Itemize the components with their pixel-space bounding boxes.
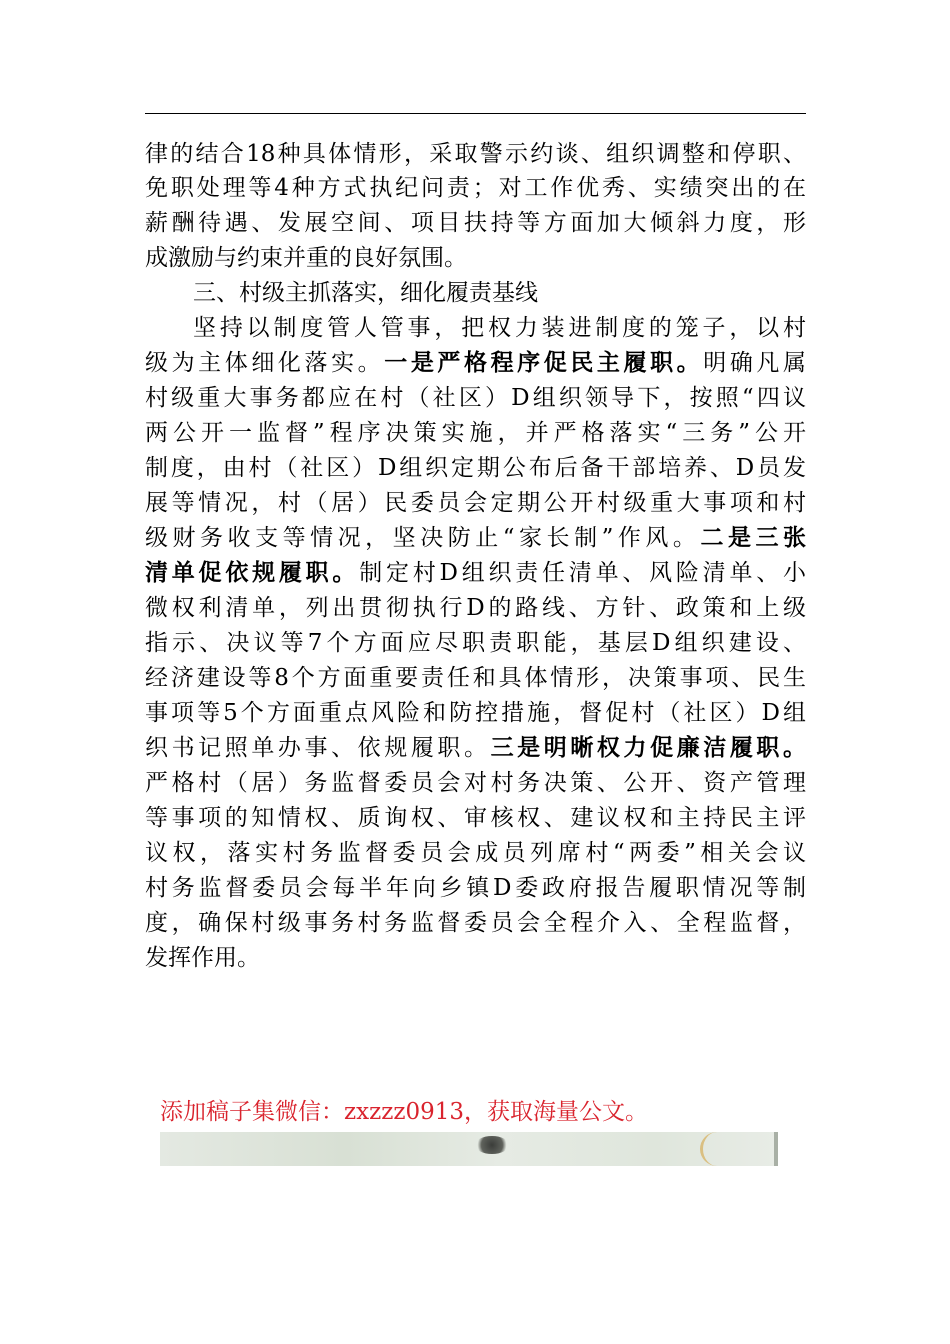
body-text: 明确凡属: [703, 350, 807, 376]
banner-edge: [774, 1132, 778, 1166]
bold-lead: 三是明晰权力促廉洁履职。: [490, 734, 807, 761]
body-line: [145, 555, 806, 591]
body-line: 展等情况，村（居）民委员会定期公开村级重大事项和村: [145, 490, 806, 516]
body-line: 村级重大事务都应在村（社区）D组织领导下，按照“四议: [145, 385, 806, 411]
body-line: 议权，落实村务监督委员会成员列席村“两委”相关会议: [145, 840, 806, 866]
body-line: 事项等5个方面重点风险和防控措施，督促村（社区）D组: [145, 700, 806, 726]
body-text: 级财务收支等情况，坚决防止“家长制”作风。: [145, 525, 701, 551]
body-line: [145, 730, 806, 766]
bold-lead: 一是严格程序促民主履职。: [384, 349, 704, 376]
gold-curve-decoration: [700, 1132, 763, 1166]
header-rule: [145, 113, 806, 114]
body-line: 两公开一监督”程序决策实施，并严格落实“三务”公开: [145, 420, 806, 446]
body-line: 发挥作用。: [145, 945, 260, 971]
body-line: 严格村（居）务监督委员会对村务决策、公开、资产管理: [145, 770, 806, 796]
body-line: 制度，由村（社区）D组织定期公布后备干部培养、D员发: [145, 455, 806, 481]
bold-lead: 清单促依规履职。: [145, 559, 360, 586]
section-heading: 三、村级主抓落实，细化履责基线: [193, 280, 538, 306]
body-line: 指示、决议等7个方面应尽职责职能，基层D组织建设、: [145, 630, 806, 656]
body-text: 级为主体细化落实。: [145, 350, 385, 376]
body-text: 织书记照单办事、依规履职。: [145, 735, 491, 761]
body-line: [145, 520, 806, 556]
body-line: 等事项的知情权、质询权、审核权、建议权和主持民主评: [145, 805, 806, 831]
bold-lead: 二是三张: [700, 524, 806, 551]
body-line: 薪酬待遇、发展空间、项目扶持等方面加大倾斜力度，形: [145, 210, 806, 236]
body-line: 经济建设等8个方面重要责任和具体情形，决策事项、民生: [145, 665, 806, 691]
body-line: 成激励与约束并重的良好氛围。: [145, 245, 467, 271]
ink-blot-decoration: [475, 1136, 509, 1154]
body-line: 微权利清单，列出贯彻执行D的路线、方针、政策和上级: [145, 595, 806, 621]
body-text: 制定村D组织责任清单、风险清单、小: [359, 560, 806, 586]
body-line: 坚持以制度管人管事，把权力装进制度的笼子，以村: [193, 315, 806, 341]
body-line: 度，确保村级事务村务监督委员会全程介入、全程监督，: [145, 910, 806, 936]
body-line: [145, 345, 806, 381]
promo-text: 添加稿子集微信：zxzzz0913，获取海量公文。: [160, 1099, 648, 1125]
body-line: 免职处理等4种方式执纪问责；对工作优秀、实绩突出的在: [145, 175, 806, 201]
decorative-banner-image: [160, 1132, 778, 1166]
body-line: 村务监督委员会每半年向乡镇D委政府报告履职情况等制: [145, 875, 806, 901]
body-line: 律的结合18种具体情形，采取警示约谈、组织调整和停职、: [145, 141, 806, 167]
